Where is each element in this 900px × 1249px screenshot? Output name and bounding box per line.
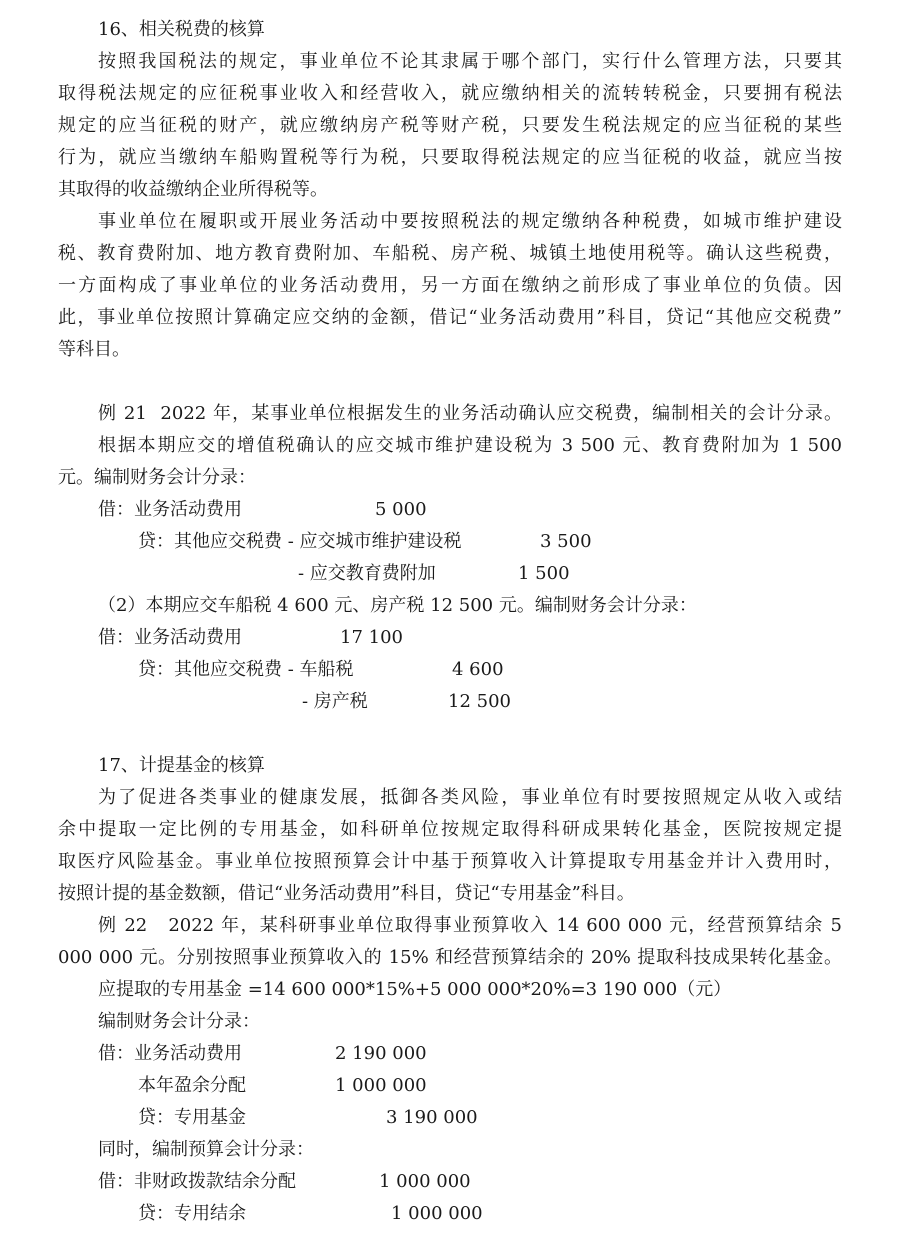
journal-debit-label: 本年盈余分配 (138, 1075, 246, 1096)
paragraph-line: 000 000 元。分别按照事业预算收入的 15% 和经营预算结余的 20% 提取科技成果转化基金。 (58, 947, 842, 968)
example-21-part-2: （2）本期应交车船税 4 600 元、房产税 12 500 元。编制财务会计分录： (98, 595, 697, 616)
budget-entry-intro: 同时，编制预算会计分录： (98, 1139, 314, 1160)
journal-debit-label: 借：业务活动费用 (98, 627, 242, 648)
section-17-heading: 17、计提基金的核算 (98, 755, 265, 776)
paragraph-line: 取医疗风险基金。事业单位按照预算会计中基于预算收入计算提取专用基金并计入费用时， (58, 851, 842, 872)
example-22-title: 例 22 2022 年，某科研事业单位取得事业预算收入 14 600 000 元，经营预算结余 5 (98, 915, 842, 936)
journal-credit-amount: 4 600 (452, 659, 504, 680)
journal-credit-label: 贷：其他应交税费 - 车船税 (138, 659, 354, 680)
journal-credit-label: 贷：专用基金 (138, 1107, 246, 1128)
journal-debit-amount: 1 000 000 (379, 1171, 471, 1192)
journal-credit-amount: 12 500 (448, 691, 511, 712)
journal-debit-amount: 5 000 (375, 499, 427, 520)
paragraph-line: 为了促进各类事业的健康发展，抵御各类风险，事业单位有时要按照规定从收入或结 (98, 787, 842, 808)
journal-credit-label: - 应交教育费附加 (298, 563, 436, 584)
financial-entry-intro: 编制财务会计分录： (98, 1011, 260, 1032)
paragraph-line: 取得税法规定的应征税事业收入和经营收入，就应缴纳相关的流转转税金，只要拥有税法 (58, 83, 842, 104)
paragraph-line: 按照计提的基金数额，借记“业务活动费用”科目，贷记“专用基金”科目。 (58, 883, 635, 904)
journal-debit-label: 借：业务活动费用 (98, 1043, 242, 1064)
paragraph-line: 规定的应当征税的财产，就应缴纳房产税等财产税，只要发生税法规定的应当征税的某些 (58, 115, 842, 136)
paragraph-line: 元。编制财务会计分录： (58, 467, 256, 488)
paragraph-line: 等科目。 (58, 339, 130, 360)
paragraph-line: 一方面构成了事业单位的业务活动费用，另一方面在缴纳之前形成了事业单位的负债。因 (58, 275, 842, 296)
journal-credit-label: - 房产税 (302, 691, 368, 712)
paragraph-line: 余中提取一定比例的专用基金，如科研单位按规定取得科研成果转化基金，医院按规定提 (58, 819, 842, 840)
journal-credit-label: 贷：专用结余 (138, 1203, 246, 1224)
section-16-heading: 16、相关税费的核算 (98, 19, 265, 40)
journal-debit-amount: 17 100 (340, 627, 403, 648)
paragraph-line: 此，事业单位按照计算确定应交纳的金额，借记“业务活动费用”科目，贷记“其他应交税费” (58, 307, 842, 328)
journal-credit-amount: 3 190 000 (386, 1107, 478, 1128)
journal-credit-amount: 1 500 (518, 563, 570, 584)
paragraph-line: 其取得的收益缴纳企业所得税等。 (58, 179, 328, 200)
journal-debit-label: 借：业务活动费用 (98, 499, 242, 520)
paragraph-line: 事业单位在履职或开展业务活动中要按照税法的规定缴纳各种税费，如城市维护建设 (98, 211, 842, 232)
paragraph-line: 根据本期应交的增值税确认的应交城市维护建设税为 3 500 元、教育费附加为 1 500 (98, 435, 842, 456)
journal-credit-label: 贷：其他应交税费 - 应交城市维护建设税 (138, 531, 462, 552)
paragraph-line: 税、教育费附加、地方教育费附加、车船税、房产税、城镇土地使用税等。确认这些税费， (58, 243, 842, 264)
paragraph-line: 行为，就应当缴纳车船购置税等行为税，只要取得税法规定的应当征税的收益，就应当按 (58, 147, 842, 168)
paragraph-line: 按照我国税法的规定，事业单位不论其隶属于哪个部门，实行什么管理方法，只要其 (98, 51, 842, 72)
journal-debit-amount: 1 000 000 (335, 1075, 427, 1096)
example-21-title: 例 21 2022 年，某事业单位根据发生的业务活动确认应交税费，编制相关的会计分录。 (98, 403, 842, 424)
journal-debit-amount: 2 190 000 (335, 1043, 427, 1064)
journal-debit-label: 借：非财政拨款结余分配 (98, 1171, 296, 1192)
journal-credit-amount: 1 000 000 (391, 1203, 483, 1224)
formula-line: 应提取的专用基金 =14 600 000*15%+5 000 000*20%=3 190 000（元） (98, 979, 732, 1000)
journal-credit-amount: 3 500 (540, 531, 592, 552)
